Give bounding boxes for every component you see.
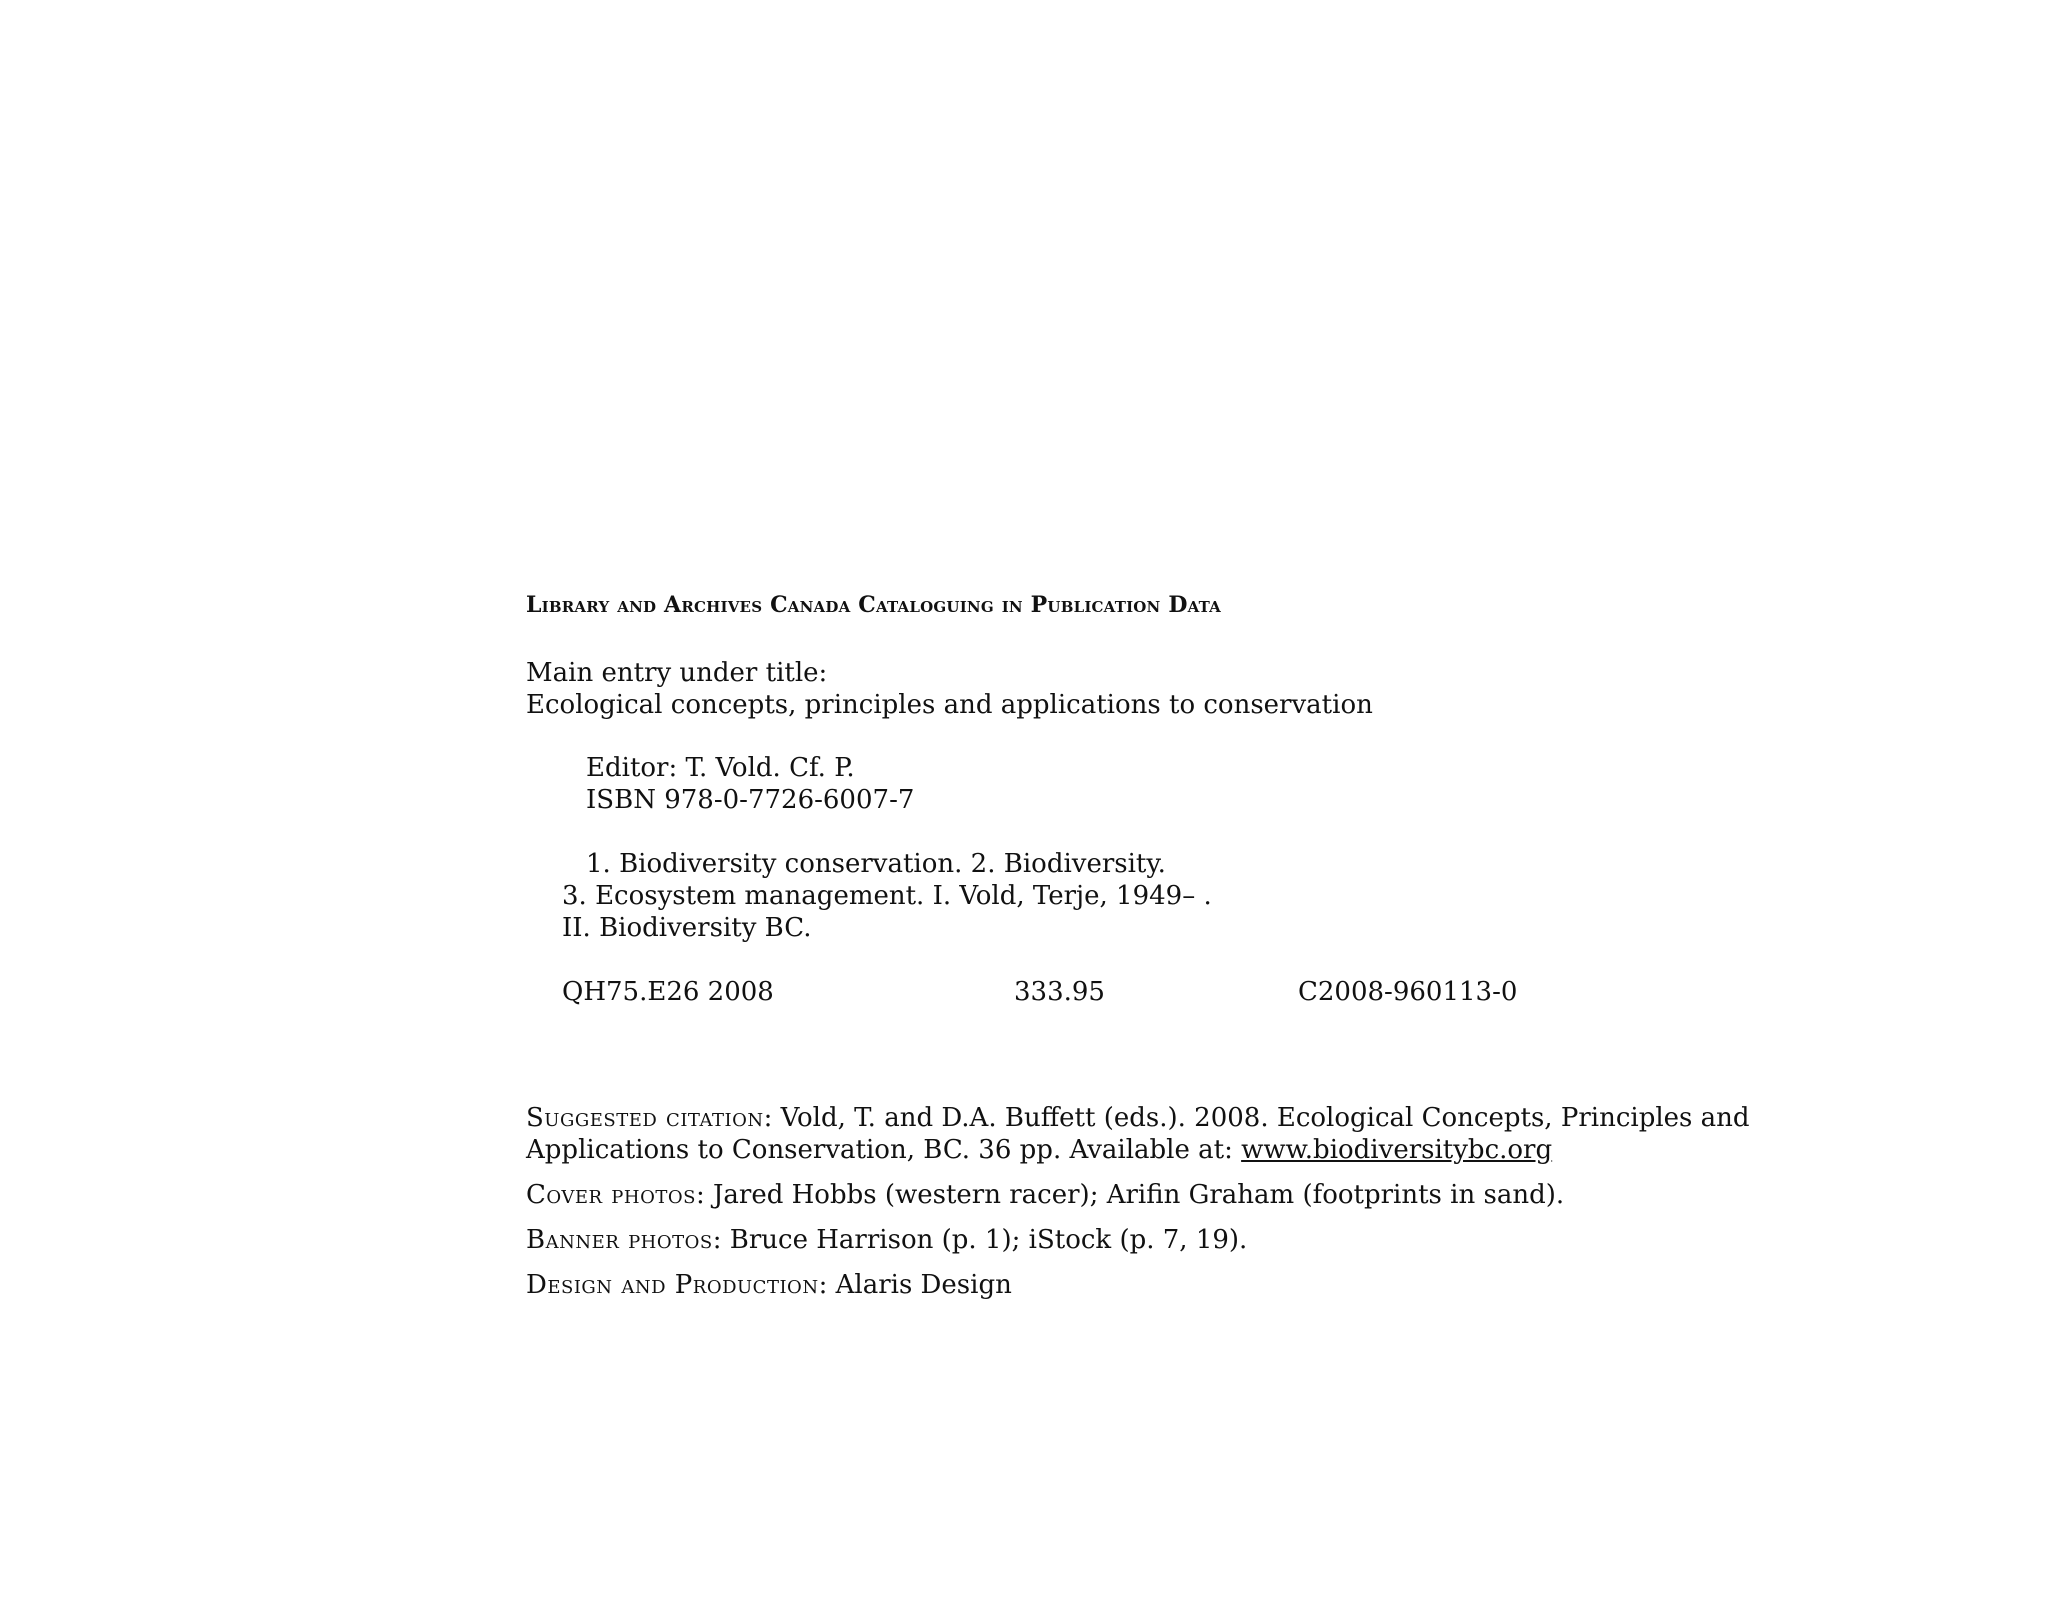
editor-block [586,752,1848,816]
cover-photos-label: Cover photos [526,1180,696,1210]
design-credit [526,1269,1786,1301]
subject-line: II. Biodiversity BC. [562,913,812,943]
banner-photos-text: : Bruce Harrison (p. 1); iStock (p. 7, 19). [712,1225,1248,1255]
cover-photos-text: : Jared Hobbs (western racer); Arifin Graham (footprints in sand). [695,1180,1565,1210]
lc-call-number: QH75.E26 2008 [562,977,774,1007]
banner-photos-label: Banner photos [526,1225,713,1255]
cover-photos-credit [526,1179,1786,1211]
canadiana-number: C2008-960113-0 [1298,977,1518,1007]
citation-label: Suggested citation [526,1103,764,1133]
citation-text: : Vold, T. and D.A. Buffett (eds.). 2008. Ecological Concepts, Principles and Applications to Conservation, BC. 36 pp. Available at: [526,1103,1750,1165]
subject-line: 3. Ecosystem management. I. Vold, Terje, 1949– . [562,881,1212,911]
design-label: Design and Production [526,1270,819,1300]
banner-photos-credit [526,1224,1786,1256]
main-entry-block [526,657,1848,721]
main-entry-label: Main entry under title: [526,658,828,688]
dewey-number: 333.95 [1014,977,1105,1007]
design-text: : Alaris Design [818,1270,1012,1300]
suggested-citation [526,1102,1786,1166]
credits-block [526,1102,1786,1314]
subject-line: 1. Biodiversity conservation. 2. Biodiversity. [586,849,1166,879]
editor-line: Editor: T. Vold. Cf. P. [586,753,855,783]
isbn-line: ISBN 978-0-7726-6007-7 [586,785,915,815]
cip-heading: Library and Archives Canada Cataloguing in Publication Data [526,592,1221,618]
subject-headings [562,848,1848,944]
publication-title: Ecological concepts, principles and applications to conservation [526,690,1373,720]
website-link[interactable]: www.biodiversitybc.org [1241,1135,1553,1165]
